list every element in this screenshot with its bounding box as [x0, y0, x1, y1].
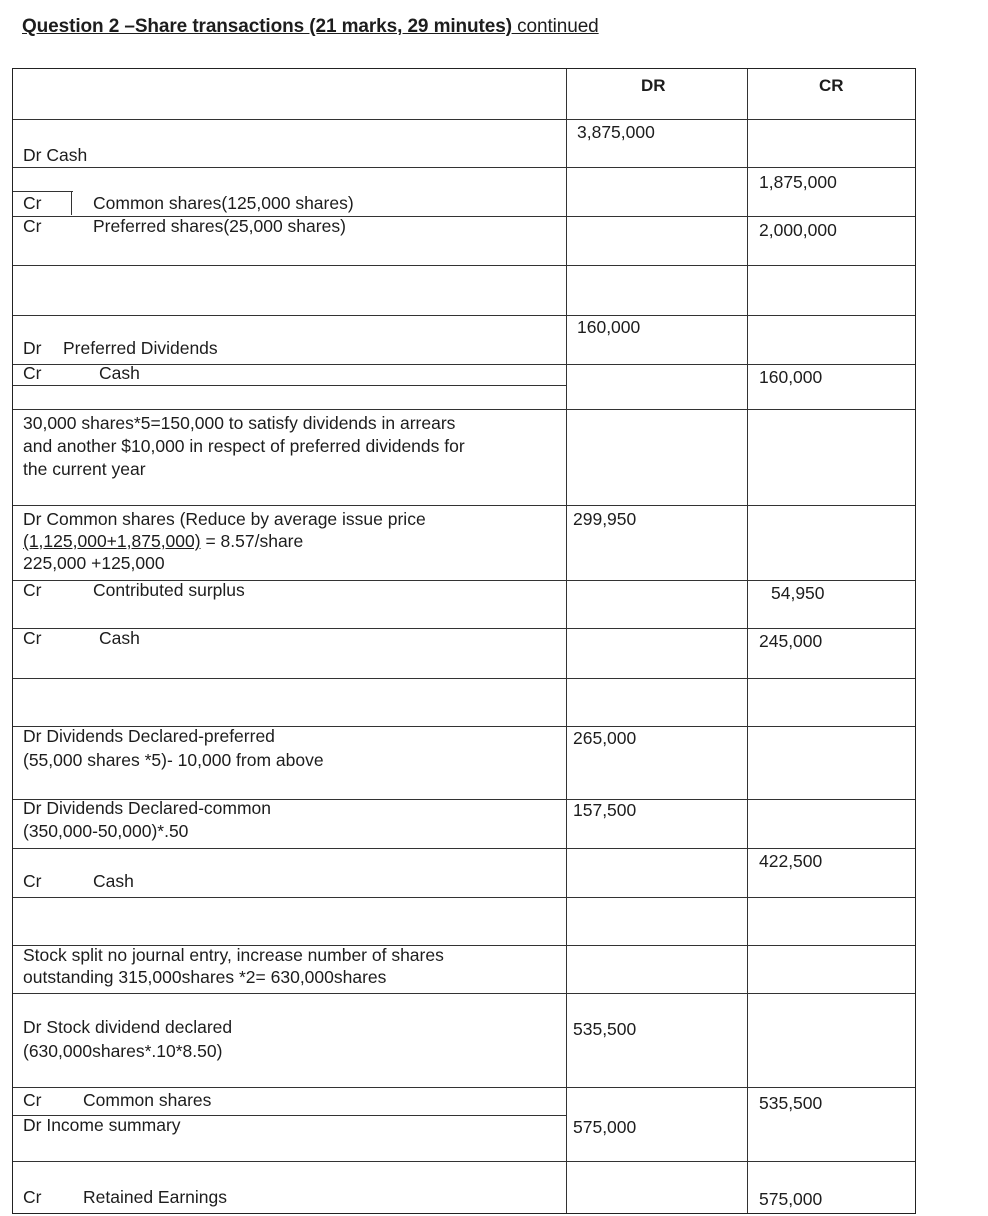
- page-title: [22, 16, 599, 38]
- cr-line-common-shares: [23, 193, 354, 214]
- cr-account: Common shares(125,000 shares): [93, 193, 354, 213]
- cr-amount: 535,500: [759, 1093, 823, 1113]
- dr-column-header: DR: [641, 76, 666, 95]
- title-main: Question 2 –Share transactions (21 marks, 29 minutes): [22, 16, 512, 37]
- dr-line-preferred-dividends: [23, 338, 218, 359]
- dr-line-stock-dividend: Dr Stock dividend declared: [23, 1017, 233, 1037]
- cr-prefix: Cr: [23, 363, 42, 383]
- row-divider: [13, 167, 915, 168]
- calc-line: (350,000-50,000)*.50: [23, 821, 189, 841]
- note-line: and another $10,000 in respect of preferred dividends for: [23, 436, 465, 456]
- dr-amount: 157,500: [573, 800, 637, 820]
- title-continued: continued: [511, 16, 599, 37]
- dr-account-cash: Dr Cash: [23, 145, 88, 165]
- row-divider: [13, 409, 915, 410]
- cr-line-preferred-shares: [23, 216, 346, 237]
- cr-line-common-shares: [23, 1090, 211, 1111]
- cr-account: Contributed surplus: [93, 580, 245, 600]
- calc-result: = 8.57/share: [200, 531, 304, 551]
- dr-amount: 299,950: [573, 509, 637, 529]
- dr-line-common-shares: Dr Common shares (Reduce by average issue price: [23, 509, 426, 529]
- calc-line: 225,000 +125,000: [23, 553, 165, 573]
- row-divider: [13, 678, 915, 679]
- dr-account-income-summary: Dr Income summary: [23, 1115, 181, 1135]
- row-divider: [13, 1087, 915, 1088]
- cr-prefix: Cr: [23, 628, 42, 648]
- calc-line: [23, 531, 303, 552]
- row-divider: [13, 505, 915, 506]
- cr-line-contributed-surplus: [23, 580, 245, 601]
- cr-amount: 1,875,000: [759, 172, 837, 192]
- calc-line: (630,000shares*.10*8.50): [23, 1041, 223, 1061]
- note-line: 30,000 shares*5=150,000 to satisfy dividends in arrears: [23, 413, 456, 433]
- cr-amount: 575,000: [759, 1189, 823, 1209]
- cr-amount: 422,500: [759, 851, 823, 871]
- column-divider-cr: [747, 69, 748, 1213]
- column-divider-dr: [566, 69, 567, 1213]
- cr-line-cash: [23, 871, 134, 892]
- row-divider: [13, 315, 915, 316]
- row-divider: [13, 265, 915, 266]
- cr-amount: 54,950: [771, 583, 825, 603]
- row-divider: [13, 119, 915, 120]
- dr-amount: 265,000: [573, 728, 637, 748]
- cr-amount: 245,000: [759, 631, 823, 651]
- note-line: outstanding 315,000shares *2= 630,000shares: [23, 967, 387, 987]
- cr-prefix: Cr: [23, 1090, 42, 1110]
- cr-subrow-line: [13, 385, 566, 386]
- cr-prefix: Cr: [23, 1187, 42, 1207]
- dr-amount: 535,500: [573, 1019, 637, 1039]
- cr-account: Retained Earnings: [83, 1187, 227, 1207]
- row-divider: [13, 628, 915, 629]
- journal-table: [12, 68, 916, 1214]
- row-divider: [13, 364, 915, 365]
- cr-prefix: Cr: [23, 216, 42, 236]
- calc-line: (55,000 shares *5)- 10,000 from above: [23, 750, 324, 770]
- note-line: Stock split no journal entry, increase number of shares: [23, 945, 444, 965]
- cr-line-cash: [23, 628, 140, 649]
- row-divider: [13, 1161, 915, 1162]
- cr-account: Cash: [99, 363, 140, 383]
- dr-amount: 3,875,000: [577, 122, 655, 142]
- cr-line-retained-earnings: [23, 1187, 227, 1208]
- dr-line-dividends-common: Dr Dividends Declared-common: [23, 798, 271, 818]
- row-divider: [13, 848, 915, 849]
- cr-amount: 2,000,000: [759, 220, 837, 240]
- cr-account: Preferred shares(25,000 shares): [93, 216, 346, 236]
- dr-prefix: Dr: [23, 338, 42, 358]
- cr-account: Cash: [93, 871, 134, 891]
- cr-prefix: Cr: [23, 580, 42, 600]
- dr-line-dividends-preferred: Dr Dividends Declared-preferred: [23, 726, 275, 746]
- cr-account: Cash: [99, 628, 140, 648]
- cr-subrow-line: [13, 191, 73, 192]
- cr-line-cash: [23, 363, 140, 384]
- row-divider: [13, 993, 915, 994]
- cr-prefix: Cr: [23, 871, 42, 891]
- cr-amount: 160,000: [759, 367, 823, 387]
- dr-amount: 160,000: [577, 317, 641, 337]
- cr-prefix: Cr: [23, 193, 42, 213]
- row-divider: [13, 897, 915, 898]
- cr-account: Common shares: [83, 1090, 212, 1110]
- dr-account: Preferred Dividends: [63, 338, 218, 358]
- dr-amount: 575,000: [573, 1117, 637, 1137]
- calc-formula: (1,125,000+1,875,000): [23, 531, 201, 551]
- cr-column-header: CR: [819, 76, 844, 95]
- note-line: the current year: [23, 459, 146, 479]
